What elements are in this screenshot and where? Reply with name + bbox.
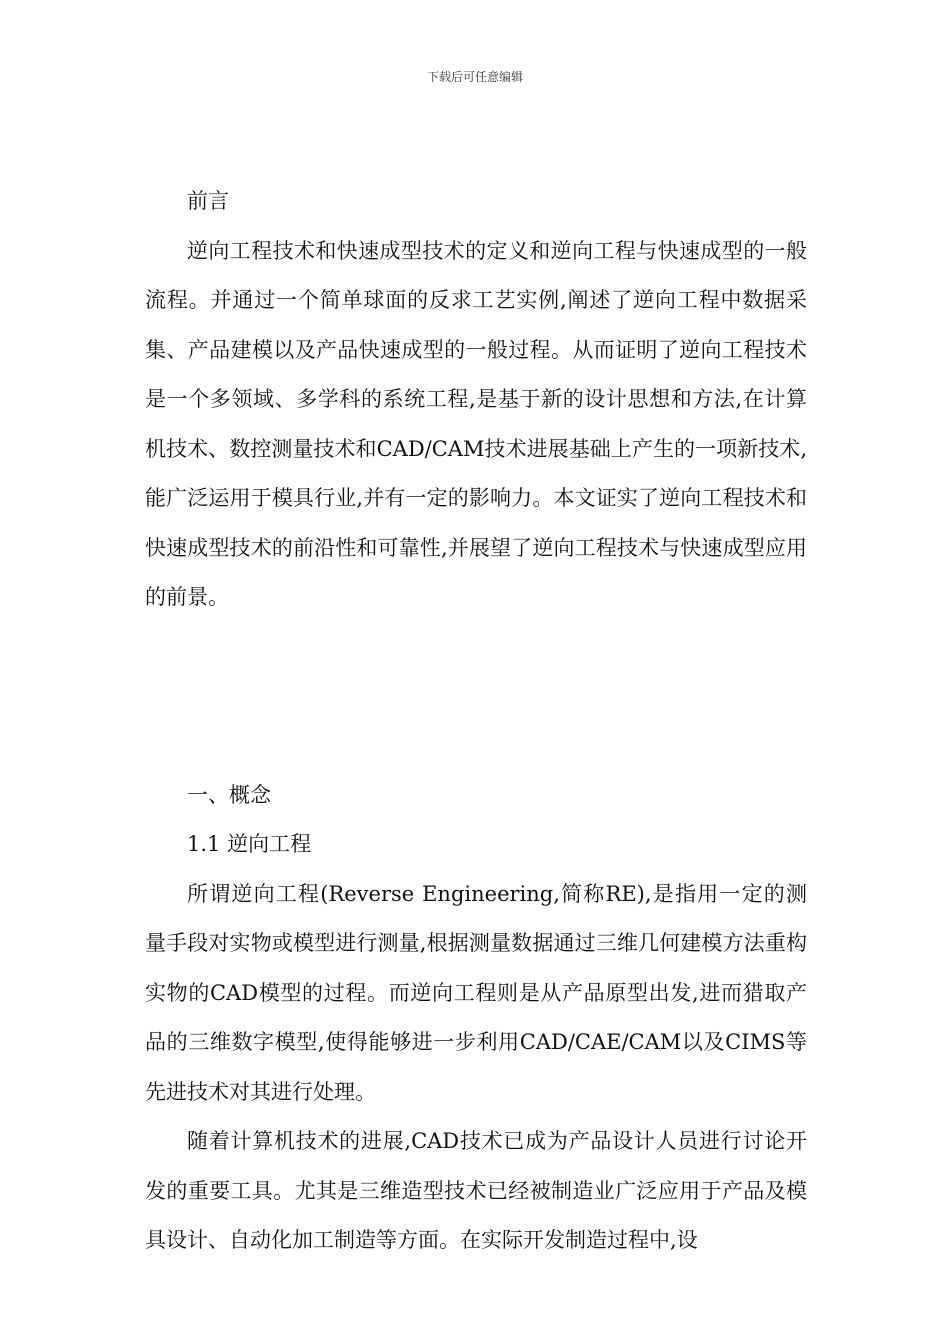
body-paragraph-2: 随着计算机技术的进展,CAD技术已成为产品设计人员进行讨论开发的重要工具。尤其是三维造型技术已经被制造业广泛应用于产品及模具设计、自动化加工制造等方面。在实际开发制造过程中,设 — [145, 1129, 807, 1252]
body-paragraph-1: 所谓逆向工程(Reverse Engineering,简称RE),是指用一定的测量手段对实物或模型进行测量,根据测量数据通过三维几何建模方法重构实物的CAD模型的过程。而逆向工程则是从产品原型出发,进而猎取产品的三维数字模型,使得能够进一步利用CAD/CAE/CAM以及CIMS等先进技术对其进行处理。 — [145, 881, 807, 1104]
document-body — [145, 177, 807, 1266]
preface-title: 前言 — [187, 189, 229, 213]
subsection-title: 1.1 逆向工程 — [187, 832, 312, 856]
preface-paragraph: 逆向工程技术和快速成型技术的定义和逆向工程与快速成型的一般流程。并通过一个简单球面的反求工艺实例,阐述了逆向工程中数据采集、产品建模以及产品快速成型的一般过程。从而证明了逆向工程技术是一个多领域、多学科的系统工程,是基于新的设计思想和方法,在计算机技术、数控测量技术和CAD/CAM技术进展基础上产生的一项新技术,能广泛运用于模具行业,并有一定的影响力。本文证实了逆向工程技术和快速成型技术的前沿性和可靠性,并展望了逆向工程技术与快速成型应用的前景。 — [145, 238, 807, 609]
section-spacer — [145, 623, 807, 771]
chapter-title: 一、概念 — [187, 782, 271, 807]
header-note: 下载后可任意编辑 — [426, 70, 523, 84]
